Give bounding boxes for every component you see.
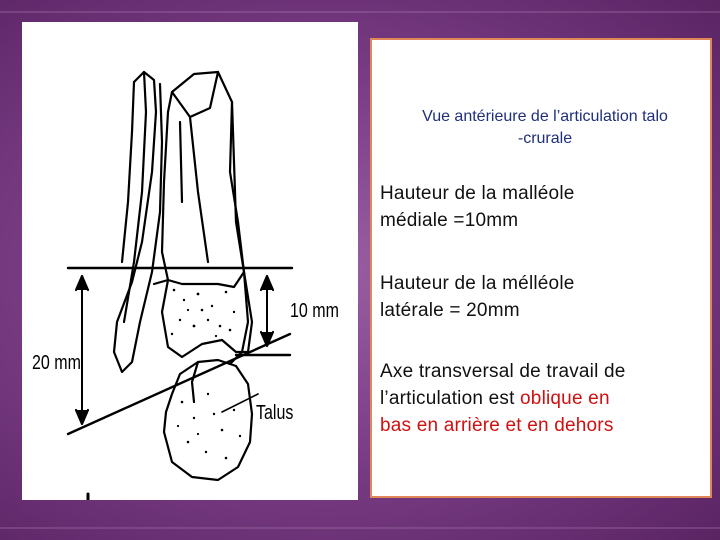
bullet2-line-2: latérale = 20mm xyxy=(380,300,520,321)
ankle-joint-drawing xyxy=(22,22,358,500)
label-20mm: 20 mm xyxy=(32,352,81,374)
bullet1-line-1: Hauteur de la malléole xyxy=(380,183,575,204)
bullet-lateral-malleolus xyxy=(380,270,710,324)
bullet-transverse-axis xyxy=(380,358,710,439)
label-talus: Talus xyxy=(256,402,294,424)
bullet-medial-malleolus xyxy=(380,180,710,234)
heading-line-1: Vue antérieure de l’articulation talo xyxy=(422,108,668,125)
ankle-diagram-panel xyxy=(22,22,358,500)
talus-outline xyxy=(164,360,252,480)
bullet3-line-2-black: l’articulation est xyxy=(380,388,521,409)
bullet2-line-1: Hauteur de la mélléole xyxy=(380,273,575,294)
bullet3-line-2 xyxy=(380,385,710,412)
label-10mm: 10 mm xyxy=(290,300,339,322)
bullet1-line-2: médiale =10mm xyxy=(380,210,519,231)
panel-heading xyxy=(378,106,712,150)
bullet3-line-3: bas en arrière et en dehors xyxy=(380,415,614,436)
bullet3-line-2-red: oblique en xyxy=(520,388,610,409)
bullet3-line-1: Axe transversal de travail de xyxy=(380,361,626,382)
heading-line-2: -crurale xyxy=(517,130,573,147)
description-panel xyxy=(370,38,712,498)
